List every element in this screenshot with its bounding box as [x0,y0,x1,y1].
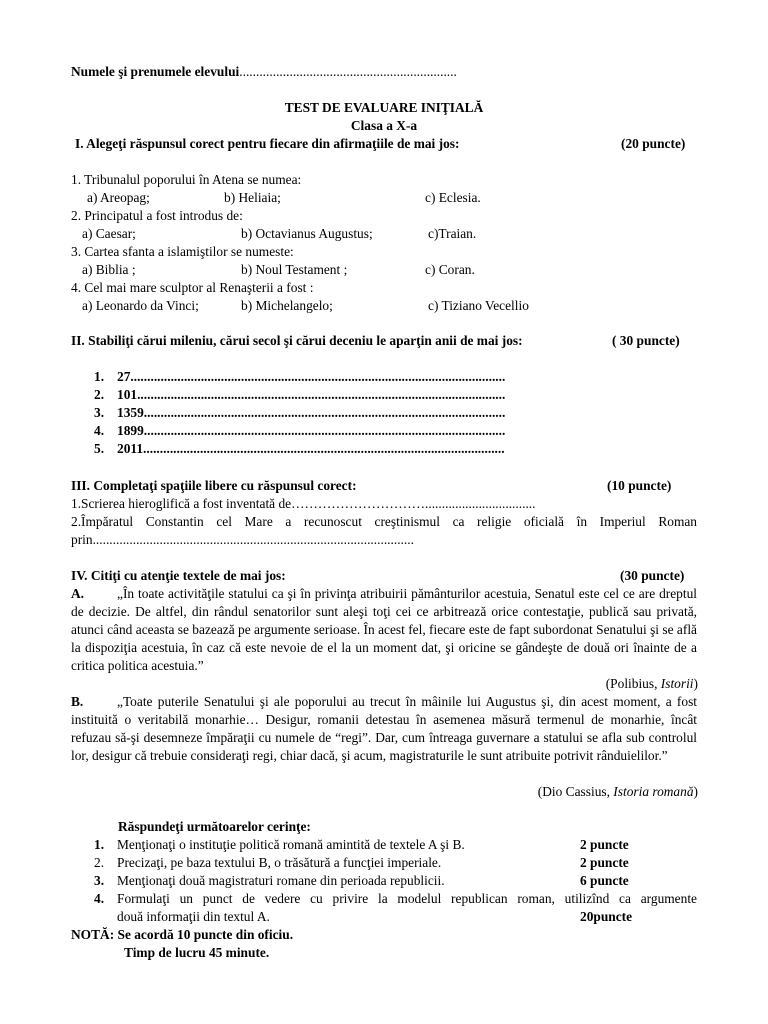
s1-q3-option-c: c) Coran. [425,262,475,277]
s1-q2-option-a: a) Caesar; [82,226,136,241]
student-name-label: Numele şi prenumele elevului [71,64,240,79]
task-points: 20puncte [580,909,633,924]
s1-q3: 3. Cartea sfanta a islamiştilor se numeste: [71,244,294,259]
s3-line1: 1.Scrierea hieroglifică a fost inventată de…………………………................................. [71,496,536,511]
s1-q4-option-a: a) Leonardo da Vinci; [82,298,199,313]
student-name-line [71,63,457,81]
s1-q2: 2. Principatul a fost introdus de: [71,208,243,223]
text-b-label: B. [71,694,84,709]
task-number: 4. [94,891,105,906]
section4-heading: IV. Citiţi cu atenţie textele de mai jos: [71,568,286,583]
s1-q4-option-b: b) Michelangelo; [241,298,333,313]
s3-line2: 2.Împăratul Constantin cel Mare a recunoscut creştinismul ca religie oficială în Imperiul Roman prin................................................................................................ [71,514,697,547]
task-number: 3. [94,873,105,888]
section1-points: (20 puncte) [621,136,686,151]
s2-item-line: 1359............................................................................................................ [117,405,506,420]
task-number: 1. [94,837,105,852]
s2-item-number: 1. [94,369,105,384]
task-text: Formulaţi un punct de vedere cu privire la modelul republican roman, utilizînd ca argumente [117,891,697,906]
text-a-source-end: ) [693,676,698,691]
s1-q1-option-b: b) Heliaia; [224,190,281,205]
tasks-heading: Răspundeţi următoarelor cerinţe: [118,819,311,834]
text-a-label: A. [71,586,85,601]
task-text: Menţionaţi două magistraturi romane din perioada republicii. [117,873,445,888]
s1-q1-option-a: a) Areopag; [87,190,150,205]
task-points: 6 puncte [580,873,629,888]
text-a-paragraph [71,585,697,675]
s1-q3-option-a: a) Biblia ; [82,262,136,277]
section1-heading: I. Alegeţi răspunsul corect pentru fiecare din afirmaţiile de mai jos: [75,136,460,151]
s2-item-line: 2011............................................................................................................ [117,441,505,456]
s2-item-line: 1899............................................................................................................ [117,423,506,438]
s2-item-number: 4. [94,423,105,438]
s1-q1-option-c: c) Eclesia. [425,190,481,205]
text-b-source-end: ) [693,784,698,799]
s1-q2-option-c: c)Traian. [428,226,477,241]
s1-q3-option-b: b) Noul Testament ; [241,262,348,277]
text-b-source-title: Istoria romană [613,784,694,799]
s2-item-number: 2. [94,387,105,402]
text-a-body: „În toate activităţile statului ca şi în privinţa atribuirii pământurilor acestuia, Senatul este cel ce are dreptul de decizie. De altfel, din rândul senatorilor sunt aleşi toţi cei ce arbitrează orice contestaţie, publică sau privată, atunci când aceasta se bazează pe argumente serioase. În acest fel, fiecare este de fapt subordonat Senatului şi se află la dispoziţia acestuia, în caz că este nevoie de el la un moment dat, şi oricine se gândeşte de două ori înainte de a critica politica acestuia.” [71,586,697,673]
text-b-body: „Toate puterile Senatului şi ale poporului au trecut în mâinile lui Augustus şi, din acest moment, a fost instituită o veritabilă monarhie… Desigur, romanii detestau în asemenea măsură termenul de monarhie, încât refuzau să-şi desemneze împăraţii cu numele de “regi”. Dar, cum întreaga guvernare a statului se afla sub controlul lor, desigur că trebuie consideraţi regi, chiar dacă, şi acum, magistraturile le sunt atribuite potrivit rânduielilor.” [71,694,697,763]
text-b-source [538,783,698,801]
section2-heading: II. Stabiliţi cărui mileniu, cărui secol şi cărui deceniu le aparţin anii de mai jos: [71,333,523,348]
text-a-source-title: Istorii [660,676,694,691]
section4-points: (30 puncte) [620,568,685,583]
task-text: Menţionaţi o instituţie politică romană amintită de textele A şi B. [117,837,465,852]
s1-q4: 4. Cel mai mare sculptor al Renaşterii a fost : [71,280,314,295]
section3-heading: III. Completaţi spaţiile libere cu răspunsul corect: [71,478,357,493]
task-points: 2 puncte [580,855,629,870]
note-line2: Timp de lucru 45 minute. [124,945,270,960]
text-a-source-author: (Polibius, [605,676,661,691]
text-b-source-author: (Dio Cassius, [537,784,614,799]
s1-q2-option-b: b) Octavianus Augustus; [241,226,373,241]
s2-item-number: 5. [94,441,105,456]
s1-q1: 1. Tribunalul poporului în Atena se numea: [71,172,302,187]
s2-item-line: 101.............................................................................................................. [117,387,506,402]
section3-points: (10 puncte) [607,478,672,493]
task-text: Precizaţi, pe baza textului B, o trăsătură a funcţiei imperiale. [117,855,442,870]
text-a-source [606,675,698,693]
task-points: 2 puncte [580,837,629,852]
task-number: 2. [94,855,105,870]
task-text-continued: două informaţii din textul A. [117,909,270,924]
section2-points: ( 30 puncte) [612,333,680,348]
s2-item-line: 27................................................................................................................ [117,369,506,384]
student-name-dots: ................................................................. [239,64,457,79]
class-label: Clasa a X-a [350,118,418,133]
s2-item-number: 3. [94,405,105,420]
note-line1: NOTĂ: Se acordă 10 puncte din oficiu. [71,927,294,942]
s1-q4-option-c: c) Tiziano Vecellio [428,298,529,313]
text-b-paragraph [71,693,697,765]
test-title: TEST DE EVALUARE INIŢIALĂ [284,100,484,115]
